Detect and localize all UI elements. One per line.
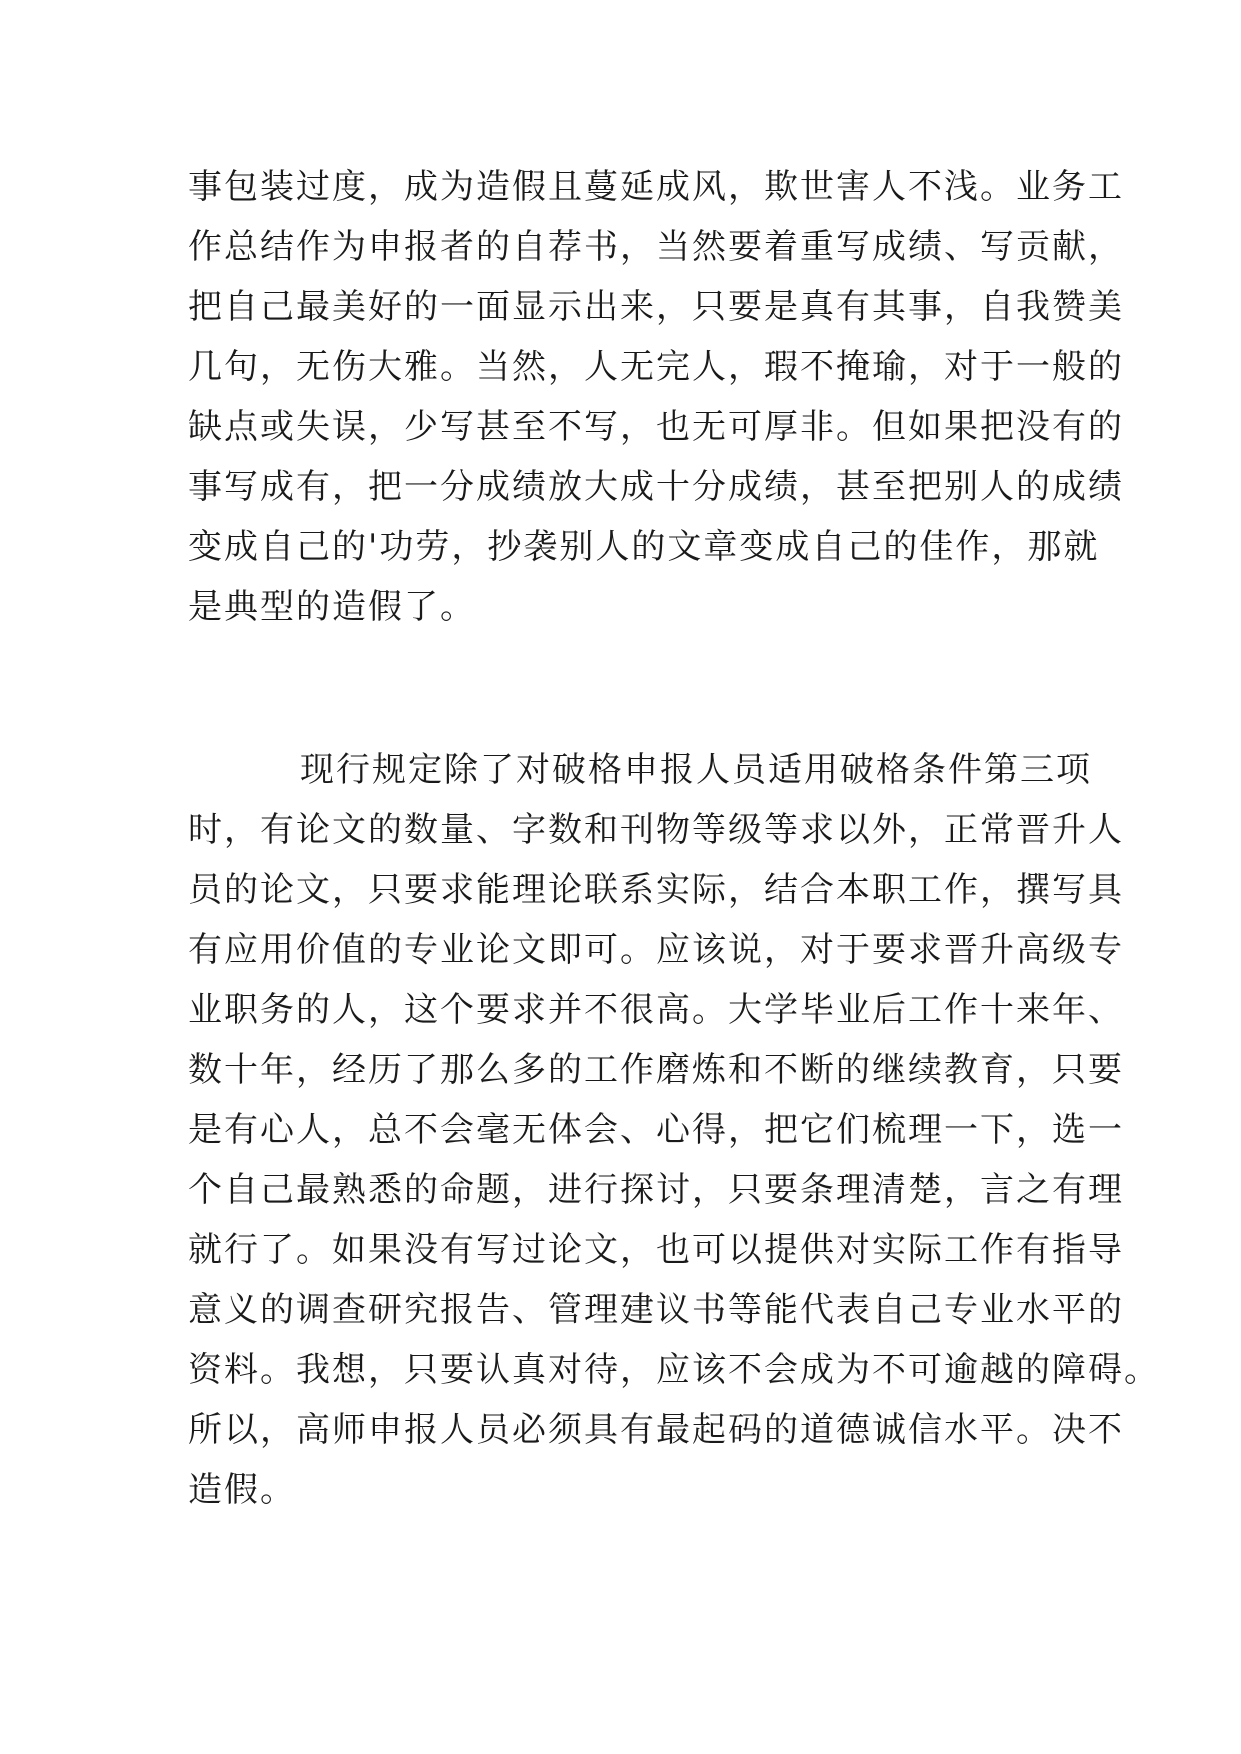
paragraph-line: 缺点或失误，少写甚至不写，也无可厚非。但如果把没有的 — [188, 407, 1124, 447]
paragraph-line: 现行规定除了对破格申报人员适用破格条件第三项 — [300, 750, 1092, 790]
paragraph-line: 个自己最熟悉的命题，进行探讨，只要条理清楚，言之有理 — [188, 1170, 1124, 1210]
paragraph-line: 数十年，经历了那么多的工作磨炼和不断的继续教育，只要 — [188, 1050, 1124, 1090]
paragraph-line: 作总结作为申报者的自荐书，当然要着重写成绩、写贡献， — [188, 227, 1124, 267]
paragraph-1 — [188, 157, 1124, 637]
paragraph-line: 造假。 — [188, 1470, 296, 1510]
paragraph-line: 几句，无伤大雅。当然，人无完人，瑕不掩瑜，对于一般的 — [188, 347, 1124, 387]
paragraph-2 — [188, 740, 1160, 1520]
paragraph-line: 事写成有，把一分成绩放大成十分成绩，甚至把别人的成绩 — [188, 467, 1124, 507]
paragraph-line: 把自己最美好的一面显示出来，只要是真有其事，自我赞美 — [188, 287, 1124, 327]
paragraph-line: 所以，高师申报人员必须具有最起码的道德诚信水平。决不 — [188, 1410, 1124, 1450]
paragraph-line: 时，有论文的数量、字数和刊物等级等求以外，正常晋升人 — [188, 810, 1124, 850]
paragraph-line: 意义的调查研究报告、管理建议书等能代表自己专业水平的 — [188, 1290, 1124, 1330]
paragraph-line: 是有心人，总不会毫无体会、心得，把它们梳理一下，选一 — [188, 1110, 1124, 1150]
paragraph-line: 员的论文，只要求能理论联系实际，结合本职工作，撰写具 — [188, 870, 1124, 910]
paragraph-line: 变成自己的'功劳，抄袭别人的文章变成自己的佳作，那就 — [188, 527, 1100, 567]
paragraph-line: 资料。我想，只要认真对待，应该不会成为不可逾越的障碍。 — [188, 1350, 1160, 1390]
paragraph-line: 事包装过度，成为造假且蔓延成风，欺世害人不浅。业务工 — [188, 167, 1124, 207]
paragraph-line: 是典型的造假了。 — [188, 587, 476, 627]
paragraph-line: 业职务的人，这个要求并不很高。大学毕业后工作十来年、 — [188, 990, 1124, 1030]
paragraph-line: 有应用价值的专业论文即可。应该说，对于要求晋升高级专 — [188, 930, 1124, 970]
paragraph-line: 就行了。如果没有写过论文，也可以提供对实际工作有指导 — [188, 1230, 1124, 1270]
